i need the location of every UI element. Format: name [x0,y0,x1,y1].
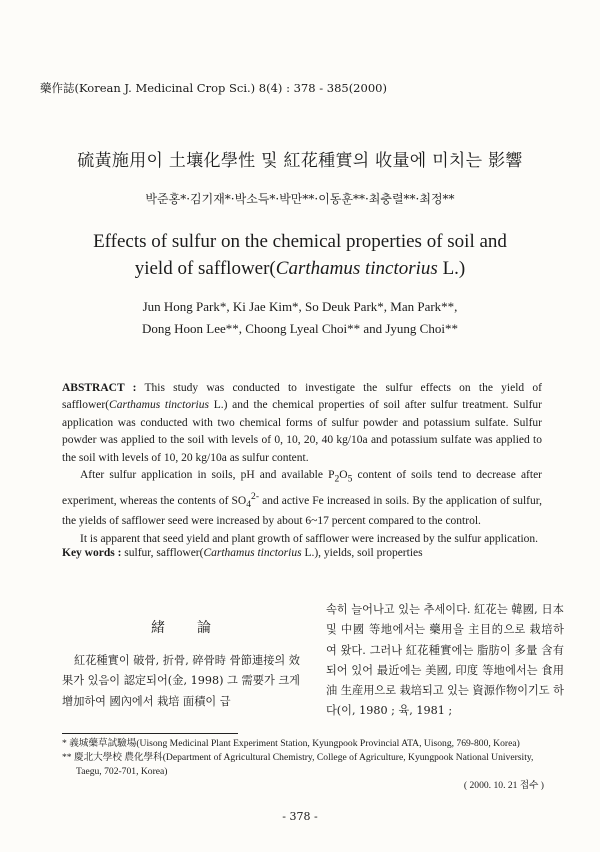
abstract-paragraph-1 [62,380,542,467]
footnote-divider [62,733,238,734]
english-title-line2 [60,255,540,282]
abstract-text: content of soils tend to decrease after experiment, whereas the contents of SO [62,469,543,507]
korean-authors: 박준홍*·김기재*·박소득*·박만**·이동훈**·최충렬**·최정** [145,192,455,206]
page-number: - 378 - [282,810,318,823]
keywords [62,547,542,559]
section-heading-introduction: 緒論 [151,620,243,636]
abstract-paragraph-3: It is apparent that seed yield and plant growth of safflower were increased by the sulfur application. [80,532,539,545]
keywords-label: Key words : [62,547,122,559]
keywords-species: Carthamus tinctorius [203,547,302,559]
english-authors [60,296,540,340]
received-date: ( 2000. 10. 21 접수 ) [463,780,544,791]
korean-title: 硫黃施用이 土壤化學性 및 紅花種實의 收量에 미치는 影響 [77,151,523,171]
footnotes [62,737,544,793]
abstract-text: This study was conducted to investigate the sulfur effects on the yield of safflower( [62,382,542,412]
footnote-affiliation-2: ** 慶北大學校 農化學科(Department of Agricultural Chemistry, College of Agriculture, Kyungpook National University, Taegu, 702-701, Korea) [62,752,534,777]
abstract-paragraph-2 [62,467,542,531]
journal-citation: 藥作誌(Korean J. Medicinal Crop Sci.) 8(4) : 378 - 385(2000) [40,81,387,95]
subscript: 2 [334,473,340,485]
abstract-label: ABSTRACT : [62,382,137,394]
abstract-text: L.) and the chemical properties of soil after sulfur treatment. Sulfur application was conducted with two chemical forms of sulfur powder and potassium sulfate. Sulfur powder was applied to the soil with levels of 0, 10, 20, 40 kg/10a and potassium sulfate was applied to the soil with levels of 10, 20 kg/10a as sulfur content. [62,399,542,464]
english-title-line1: Effects of sulfur on the chemical properties of soil and [93,231,507,252]
english-authors-line1: Jun Hong Park*, Ki Jae Kim*, So Deuk Park*, Man Park**, [142,299,458,314]
abstract-text: After sulfur application in soils, pH and available P [80,469,335,482]
subscript: 4 [246,498,252,510]
english-title [60,228,540,282]
abstract-species: Carthamus tinctorius [109,399,209,412]
abstract-text: and active Fe increased in soils. By the application of sulfur, the yields of safflower seed were increased by about 6~17 percent compared to the control. [62,494,542,528]
body-text-right-column: 속히 늘어나고 있는 추세이다. 紅花는 韓國, 日本 및 中國 等地에서는 藥用을 主目的으로 栽培하여 왔다. 그러나 紅花種實에는 脂肪이 多量 含有되어 있어 最近에는 美國, 印度 等地에서는 食用油 生産用으로 栽培되고 있는 資源作物이기도 하다(이, 1980 ; 육, 1981 ; [326,603,564,718]
english-title-suffix: L.) [437,258,466,279]
species-name: Carthamus tinctorius [275,258,438,279]
keywords-text: L.), yields, soil properties [301,547,423,559]
footnote-affiliation-1: * 義城藥草試驗場(Uisong Medicinal Plant Experiment Station, Kyungpook Provincial ATA, Uisong, 769-800, Korea) [62,738,520,749]
superscript: 2- [251,490,260,502]
abstract [62,380,542,548]
english-authors-line2: Dong Hoon Lee**, Choong Lyeal Choi** and Jyung Choi** [142,321,458,336]
abstract-text: O [339,469,348,482]
keywords-text: sulfur, safflower( [121,547,204,559]
body-text-left-column: 紅花種實이 破骨, 折骨, 碎骨時 骨節連接의 效果가 있음이 認定되어(金, 1998) 그 需要가 크게 增加하여 國內에서 栽培 面積이 급 [62,654,300,708]
subscript: 5 [347,473,353,485]
english-title-prefix: yield of safflower( [134,258,276,279]
